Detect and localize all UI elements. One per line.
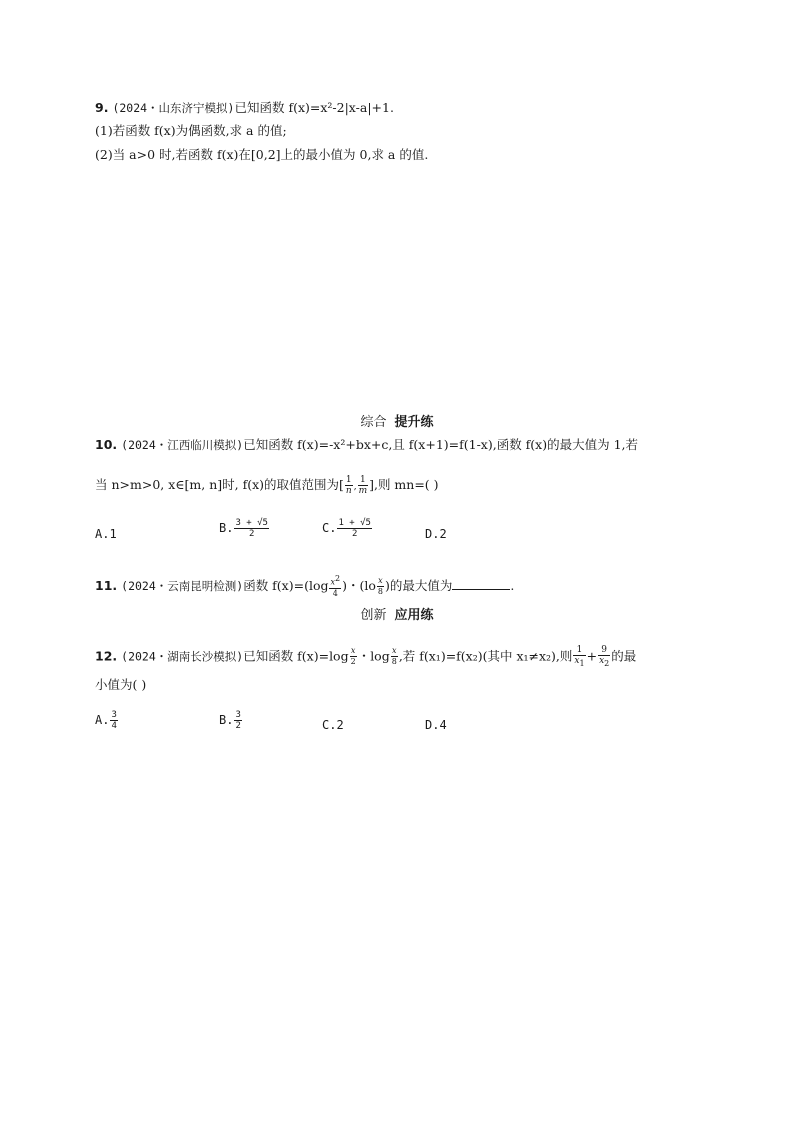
q9-stem-line <box>95 99 394 117</box>
q12-stem-a: 已知函数 f(x)=log <box>243 648 349 664</box>
q10-line2-part-b: ],则 mn=( ) <box>369 477 439 492</box>
section-title: 应用练 <box>394 608 434 623</box>
q12-option-b-fraction: $\frac{3}{2}$ <box>235 710 241 731</box>
q11-number: 11. <box>95 577 118 593</box>
section-heading-comprehensive <box>0 411 794 430</box>
q10-line2: 当 n>m>0, x∈[m, n]时, f(x)的取值范围为[ $\frac{1}{n}$ , $\frac{1}{m}$ ],则 mn=( ) <box>95 475 439 496</box>
section-heading-innovation <box>0 604 794 623</box>
q10-number: 10. <box>95 437 118 452</box>
q10-fraction-1-over-m: $\frac{1}{m}$ <box>358 475 368 496</box>
answer-blank[interactable] <box>452 589 510 590</box>
q11-log-base-1: $\frac{x^2}{4}$ <box>330 574 341 598</box>
q12-option-b: B. $\frac{3}{2}$ <box>219 710 241 731</box>
q12-source: (2024・湖南长沙模拟) <box>121 649 244 664</box>
q9-stem: 已知函数 f(x)=x²-2|x-a|+1. <box>234 100 394 115</box>
section-label: 创新 <box>360 608 387 623</box>
q10-source: (2024・江西临川模拟) <box>121 438 244 452</box>
q9-part2: (2)当 a>0 时,若函数 f(x)在[0,2]上的最小值为 0,求 a 的值. <box>95 147 429 162</box>
q12-stem-b: ・log <box>357 648 390 664</box>
q12-stem-line: 12. (2024・湖南长沙模拟)已知函数 f(x)=log $\frac{x}{2}$ ・log $\frac{x}{8}$ ,若 f(x₁)=f(x₂)(其中 x₁≠x₂),则 $\frac{1}{x_1}$ + $\frac{9}{x_2}$ 的最 <box>95 645 637 668</box>
q9-part1: (1)若函数 f(x)为偶函数,求 a 的值; <box>95 123 287 138</box>
q12-fraction-1-over-x1: $\frac{1}{x_1}$ <box>574 645 585 668</box>
q12-option-d: D.4 <box>425 718 447 732</box>
section-label: 综合 <box>360 415 387 430</box>
q11-stem-b: )・(lo <box>342 577 376 593</box>
q11-stem-line: 11. (2024・云南昆明检测)函数 f(x)=(log $\frac{x^2}{4}$ )・(lo $\frac{x}{8}$ )的最大值为 . <box>95 574 515 598</box>
section-title: 提升练 <box>394 415 434 430</box>
q10-option-b-fraction: $\frac{3 + √5}{2}$ <box>235 518 268 539</box>
q10-option-c-fraction: $\frac{1 + √5}{2}$ <box>338 518 371 539</box>
q12-option-a: A. $\frac{3}{4}$ <box>95 710 117 731</box>
q10-option-c: C. $\frac{1 + √5}{2}$ <box>322 518 371 539</box>
q10-option-d: D.2 <box>425 527 447 541</box>
q12-stem-d: 的最 <box>611 648 637 664</box>
q12-log-arg-1: $\frac{x}{2}$ <box>350 646 356 667</box>
q10-option-b: B. $\frac{3 + √5}{2}$ <box>219 518 268 539</box>
q12-line2: 小值为( ) <box>95 677 147 692</box>
q10-stem-line <box>95 436 638 454</box>
q10-option-a: A.1 <box>95 527 117 541</box>
q11-stem-c: )的最大值为 <box>384 577 453 593</box>
q9-number: 9. <box>95 100 109 115</box>
q12-number: 12. <box>95 648 118 664</box>
q12-stem-c: ,若 f(x₁)=f(x₂)(其中 x₁≠x₂),则 <box>398 648 573 664</box>
q11-log-base-2: $\frac{x}{8}$ <box>377 575 383 596</box>
q9-source: (2024・山东济宁模拟) <box>112 101 235 115</box>
q12-option-c: C.2 <box>322 718 344 732</box>
q12-option-a-fraction: $\frac{3}{4}$ <box>111 710 117 731</box>
q10-line2-part-a: 当 n>m>0, x∈[m, n]时, f(x)的取值范围为[ <box>95 477 344 492</box>
q12-fraction-9-over-x2: $\frac{9}{x_2}$ <box>599 645 610 668</box>
q10-stem: 已知函数 f(x)=-x²+bx+c,且 f(x+1)=f(1-x),函数 f(x)的最大值为 1,若 <box>243 437 639 452</box>
q10-fraction-1-over-n: $\frac{1}{n}$ <box>345 475 352 496</box>
q11-stem-a: 函数 f(x)=(log <box>243 577 329 593</box>
q11-source: (2024・云南昆明检测) <box>121 578 244 593</box>
q12-log-arg-2: $\frac{x}{8}$ <box>391 646 397 667</box>
